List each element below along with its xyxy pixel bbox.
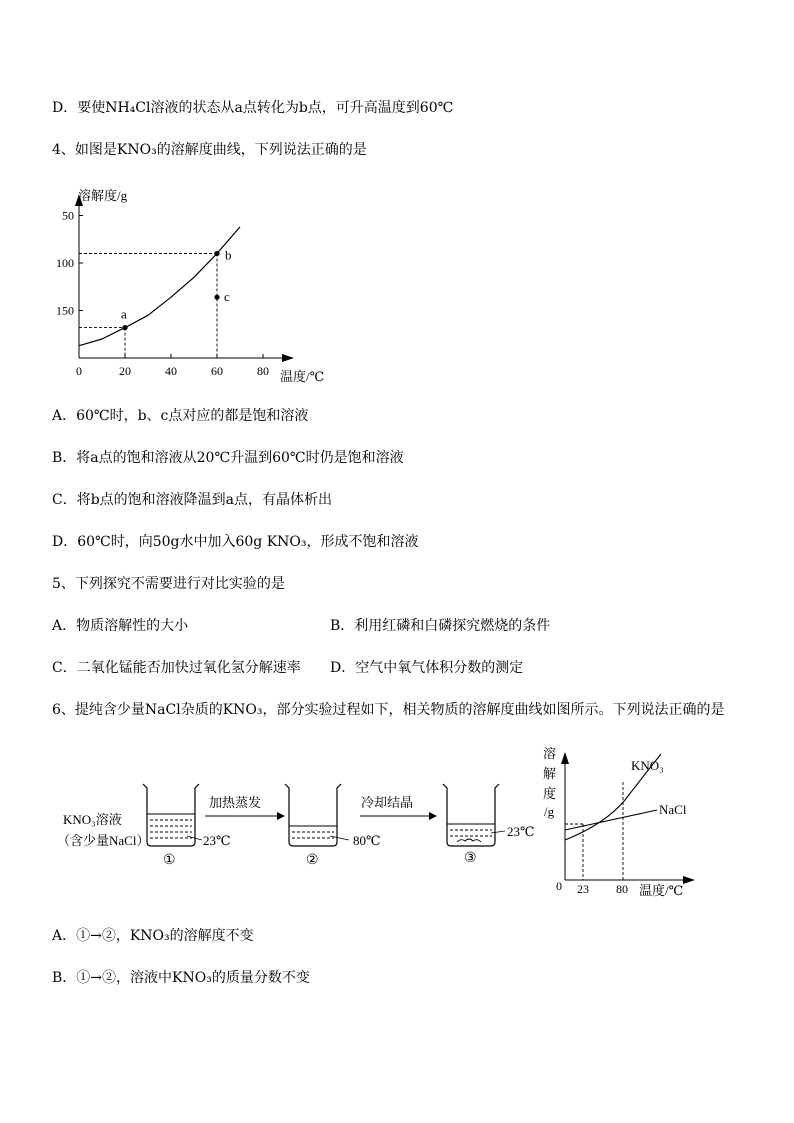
- x-axis-arrow: [282, 354, 294, 362]
- kno3-solubility-chart: [50, 180, 340, 390]
- question-4-option-a: A．60℃时，b、c点对应的都是饱和溶液: [52, 408, 309, 424]
- y-axis-char-1: 溶: [543, 746, 557, 761]
- kno3-nacl-solubility-chart: [535, 742, 705, 902]
- kno3-label: KNO₃: [631, 758, 664, 773]
- nacl-label: NaCl: [659, 802, 687, 817]
- solution-sub-label: （含少量NaCl）: [57, 833, 150, 848]
- x-axis-label: 温度/℃: [639, 883, 684, 898]
- beaker-2: [285, 784, 349, 846]
- y-axis-char-4: /g: [544, 804, 555, 819]
- x-tick-23: 23: [577, 882, 589, 896]
- beaker-1-temp: 23℃: [203, 833, 231, 848]
- question-4-option-b: B．将a点的饱和溶液从20℃升温到60℃时仍是饱和溶液: [52, 450, 404, 466]
- beaker-2-temp: 80℃: [353, 833, 381, 848]
- point-a: [122, 325, 127, 330]
- question-4-stem: 4、如图是KNO₃的溶解度曲线，下列说法正确的是: [52, 142, 367, 158]
- beaker-1: [143, 784, 202, 846]
- x-tick-label: 40: [165, 364, 177, 378]
- question-5-option-c: C．二氧化锰能否加快过氧化氢分解速率: [52, 660, 301, 676]
- x-tick-label: 20: [119, 364, 131, 378]
- y-tick-label: 50: [62, 208, 74, 223]
- y-tick-label: 100: [56, 256, 74, 270]
- question-5-option-b: B．利用红磷和白磷探究燃烧的条件: [330, 618, 551, 634]
- beaker-2-number: ②: [306, 853, 319, 868]
- point-label-c: c: [224, 289, 230, 305]
- question-5-option-d: D．空气中氧气体积分数的测定: [330, 660, 524, 676]
- question-4-option-d: D．60℃时，向50g水中加入60g KNO₃，形成不饱和溶液: [52, 534, 419, 550]
- beaker-3-temp: 23℃: [507, 824, 535, 839]
- experiment-process-figure: [55, 770, 545, 875]
- y-axis-char-3: 度: [543, 786, 557, 801]
- question-6-stem: 6、提纯含少量NaCl杂质的KNO₃，部分实验过程如下，相关物质的溶解度曲线如图所示。下列说法正确的是: [52, 702, 725, 718]
- x-axis-label: 温度/℃: [280, 369, 325, 384]
- point-b: [214, 251, 219, 256]
- x-tick-label: 0: [76, 364, 82, 378]
- nacl-curve: [565, 810, 657, 830]
- solution-label: KNO₃溶液: [63, 812, 122, 827]
- point-label-b: b: [225, 247, 232, 263]
- question-6-option-b: B．①→②，溶液中KNO₃的质量分数不变: [52, 970, 310, 986]
- x-tick-0: 0: [556, 879, 562, 893]
- line-option-d-prev: D．要使NH₄Cl溶液的状态从a点转化为b点，可升高温度到60℃: [52, 100, 454, 116]
- question-4-option-c: C．将b点的饱和溶液降温到a点，有晶体析出: [52, 492, 333, 508]
- y-axis-label: 溶解度/g: [78, 188, 128, 203]
- y-tick-label: 150: [56, 303, 74, 318]
- x-tick-label: 80: [257, 364, 269, 378]
- step-crystallize-label: 冷却结晶: [361, 795, 414, 810]
- question-6-option-a: A．①→②，KNO₃的溶解度不变: [52, 928, 254, 944]
- beaker-3-number: ③: [464, 851, 477, 866]
- point-label-a: a: [121, 306, 127, 322]
- question-5-stem: 5、下列探究不需要进行对比实验的是: [52, 576, 285, 592]
- beaker-1-number: ①: [163, 853, 176, 868]
- point-c: [214, 295, 219, 300]
- beaker-3: [443, 784, 505, 846]
- step-evaporate-label: 加热蒸发: [209, 795, 262, 810]
- x-tick-80: 80: [616, 882, 628, 896]
- question-5-option-a: A．物质溶解性的大小: [52, 618, 189, 634]
- solubility-curve: [79, 227, 240, 346]
- y-axis-char-2: 解: [543, 766, 557, 781]
- x-tick-label: 60: [211, 364, 223, 378]
